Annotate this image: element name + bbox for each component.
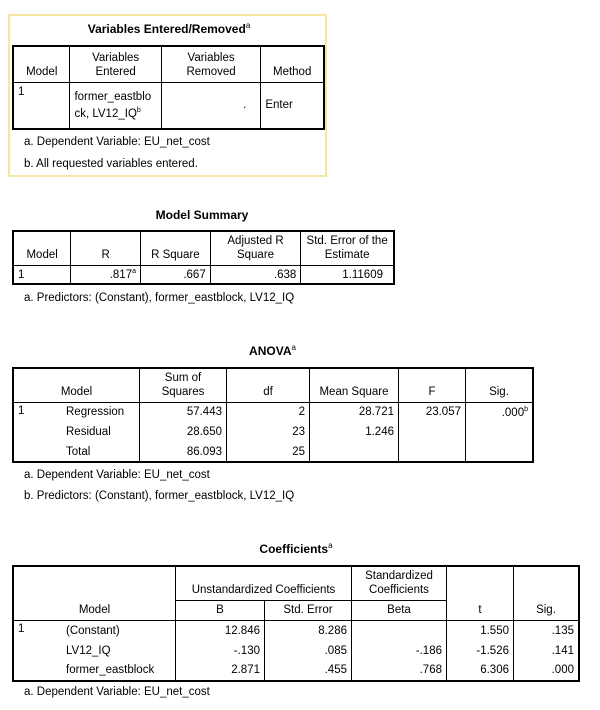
cell-sig: .135 <box>551 624 574 637</box>
header-f: F <box>399 368 466 402</box>
footnote: a. Dependent Variable: EU_net_cost <box>24 686 210 698</box>
cell-f: 23.057 <box>399 402 466 422</box>
cell-b: 2.871 <box>176 661 265 681</box>
cell-mean-square <box>310 442 399 462</box>
entered-footnote: b <box>136 106 141 114</box>
cell-variables-removed: . <box>161 82 261 129</box>
cell-adjusted-r-square: .638 <box>210 266 301 284</box>
table-row <box>13 402 533 422</box>
cell-t: -1.526 <box>447 641 514 661</box>
title-text: Variables Entered/Removed <box>87 22 246 36</box>
model-summary-title: Model Summary <box>155 208 249 222</box>
header-sig: Sig. <box>514 566 580 620</box>
cell-b: -.130 <box>176 641 265 661</box>
table-row <box>13 620 579 640</box>
table-row <box>13 661 579 681</box>
header-model: Model <box>13 46 70 82</box>
row-label: LV12_IQ <box>62 641 176 661</box>
title-text: Coefficients <box>259 542 329 556</box>
header-df: df <box>227 368 310 402</box>
variables-entered-table <box>12 45 325 130</box>
cell-std-error: .455 <box>265 661 352 681</box>
header-t: t <box>447 566 514 620</box>
header-sum-of-squares: Sum of Squares <box>140 368 227 402</box>
cell-b: 12.846 <box>176 620 265 640</box>
header-std-error: Std. Error of the Estimate <box>301 231 394 266</box>
cell-mean-square: 28.721 <box>310 402 399 422</box>
header-variables-entered: Variables Entered <box>70 46 161 82</box>
row-label: Residual <box>62 422 140 442</box>
cell-t: 1.550 <box>447 620 514 640</box>
footnote: a. Predictors: (Constant), former_eastblock, LV12_IQ <box>24 292 295 304</box>
cell-beta <box>352 620 447 640</box>
cell-method: Enter <box>265 99 293 112</box>
header-method: Method <box>261 46 324 82</box>
cell-sig: .000 <box>551 664 574 677</box>
header-mean-square: Mean Square <box>310 368 399 402</box>
cell-t: 6.306 <box>447 661 514 681</box>
cell-sum-of-squares: 57.443 <box>140 402 227 422</box>
cell-sig <box>466 422 534 442</box>
cell-sum-of-squares: 86.093 <box>140 442 227 462</box>
anova-title <box>12 343 533 358</box>
cell-sig <box>466 442 534 462</box>
table-row <box>13 442 533 462</box>
model-summary-table <box>12 230 395 285</box>
title-footnote: a <box>245 21 251 30</box>
r-value: .817 <box>109 268 133 281</box>
header-adjusted-r-square: Adjusted R Square <box>210 231 301 266</box>
footnote: a. Dependent Variable: EU_net_cost <box>24 469 210 481</box>
header-beta: Beta <box>352 600 447 620</box>
header-model: Model <box>13 566 176 620</box>
variables-entered-title <box>12 21 326 36</box>
footnote: b. Predictors: (Constant), former_eastblock, LV12_IQ <box>24 490 295 502</box>
cell-df: 25 <box>227 442 310 462</box>
table-row <box>13 422 533 442</box>
cell-r-square: .667 <box>141 266 211 284</box>
header-b: B <box>176 600 265 620</box>
cell-sum-of-squares: 28.650 <box>140 422 227 442</box>
table-row <box>13 641 579 661</box>
title-footnote: a <box>328 541 333 550</box>
sig-footnote: b <box>524 405 528 413</box>
cell-std-error: 1.11609 <box>342 268 383 281</box>
coefficients-title <box>12 541 580 556</box>
footnote: b. All requested variables entered. <box>24 158 198 170</box>
header-unstandardized: Unstandardized Coefficients <box>176 566 352 600</box>
cell-r <box>71 266 141 284</box>
cell-df: 2 <box>227 402 310 422</box>
coefficients-table <box>12 565 580 682</box>
title-text: ANOVA <box>249 344 292 358</box>
title-footnote: a <box>291 343 296 352</box>
cell-variables-entered <box>70 82 161 129</box>
header-r: R <box>71 231 141 266</box>
header-sig: Sig. <box>466 368 534 402</box>
r-footnote: a <box>132 268 136 276</box>
row-model-number: 1 <box>13 266 71 284</box>
row-model-number: 1 <box>13 82 70 129</box>
cell-beta: .768 <box>352 661 447 681</box>
row-model-number: 1 <box>18 404 25 417</box>
cell-mean-square: 1.246 <box>310 422 399 442</box>
anova-table <box>12 367 534 463</box>
cell-df: 23 <box>227 422 310 442</box>
header-variables-removed: Variables Removed <box>161 46 261 82</box>
row-label: Regression <box>62 402 140 422</box>
sig-value: .000 <box>501 406 525 419</box>
header-std-error: Std. Error <box>265 600 352 620</box>
cell-f <box>399 422 466 442</box>
row-label: Total <box>62 442 140 462</box>
cell-beta: -.186 <box>352 641 447 661</box>
header-model: Model <box>13 368 140 402</box>
cell-std-error: 8.286 <box>265 620 352 640</box>
header-standardized: Standardized Coefficients <box>352 566 447 600</box>
row-label: (Constant) <box>62 620 176 640</box>
footnote: a. Dependent Variable: EU_net_cost <box>24 136 210 148</box>
header-model: Model <box>13 231 71 266</box>
header-r-square: R Square <box>141 231 211 266</box>
cell-f <box>399 442 466 462</box>
row-model-number: 1 <box>18 622 25 635</box>
row-label: former_eastblock <box>62 661 176 681</box>
cell-sig <box>466 402 534 422</box>
cell-std-error: .085 <box>265 641 352 661</box>
cell-sig: .141 <box>551 644 574 657</box>
entered-text: former_eastblock, LV12_IQ <box>74 90 152 120</box>
